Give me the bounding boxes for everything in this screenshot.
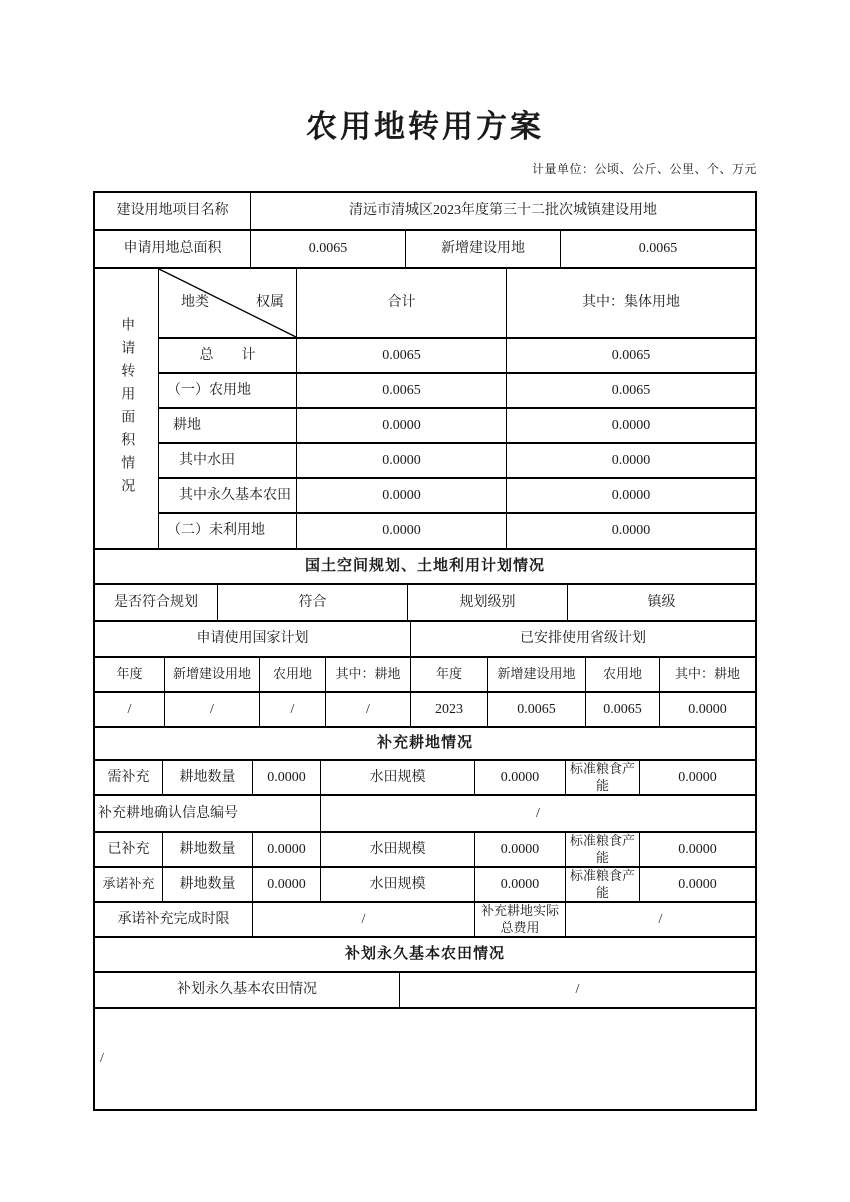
section-title-supplement-row [95, 728, 755, 761]
row-supplement-need [95, 761, 755, 796]
row-total: 0.0000 [296, 514, 506, 548]
qty-label: 耕地数量 [162, 868, 252, 901]
row-label: （一）农用地 [167, 382, 251, 398]
new-construction-label: 新增建设用地 [405, 231, 560, 267]
row-collective: 0.0065 [506, 374, 755, 407]
section-title-supplement: 补充耕地情况 [376, 735, 473, 752]
plan-value: 2023 [410, 693, 487, 726]
capacity-label: 标准粮食产能 [565, 833, 639, 866]
row-total: 0.0000 [296, 409, 506, 442]
plan-value: 0.0000 [659, 693, 755, 726]
table-row [159, 514, 755, 548]
plan-level-value: 镇级 [567, 585, 755, 620]
national-plan-label: 申请使用国家计划 [196, 631, 309, 647]
cost-label: 补充耕地实际总费用 [474, 903, 565, 936]
section-title-farmland: 补划永久基本农田情况 [344, 946, 505, 963]
row-collective: 0.0000 [506, 409, 755, 442]
row-label: 耕地 [173, 417, 201, 433]
page-title: 农用地转用方案 [306, 109, 544, 144]
col-header-total: 合计 [296, 269, 506, 337]
project-name-label: 建设用地项目名称 [116, 203, 229, 219]
plan-level-label: 规划级别 [407, 585, 567, 620]
section-title-farmland-row [95, 938, 755, 973]
table-row [159, 409, 755, 444]
table-row [159, 479, 755, 514]
paddy-value: 0.0000 [474, 761, 565, 794]
new-construction-value: 0.0065 [560, 231, 755, 267]
row-collective: 0.0000 [506, 479, 755, 512]
table-row [159, 444, 755, 479]
total-area-value: 0.0065 [250, 231, 405, 267]
row-plan-col-headers [95, 658, 755, 693]
qty-label: 耕地数量 [162, 761, 252, 794]
section-title-planning-row [95, 550, 755, 585]
row-label: 其中永久基本农田 [179, 487, 291, 503]
capacity-value: 0.0000 [639, 833, 755, 866]
confirm-number-value: / [320, 796, 755, 831]
paddy-label: 水田规模 [320, 868, 474, 901]
capacity-value: 0.0000 [639, 868, 755, 901]
row-label: 总 计 [199, 347, 256, 363]
cost-value: / [565, 903, 755, 936]
farmland-label: 补划永久基本农田情况 [177, 982, 317, 998]
supplement-category: 承诺补充 [102, 876, 155, 892]
row-total-area [95, 231, 755, 269]
row-farmland [95, 973, 755, 1009]
col-header: 年度 [116, 666, 143, 682]
paddy-value: 0.0000 [474, 868, 565, 901]
plan-value: 0.0065 [585, 693, 659, 726]
row-plan-groups [95, 622, 755, 658]
row-supplement-promise [95, 868, 755, 903]
row-label: 其中水田 [179, 452, 235, 468]
row-collective: 0.0000 [506, 444, 755, 477]
plan-value: / [127, 701, 132, 717]
row-total: 0.0065 [296, 339, 506, 372]
col-header: 新增建设用地 [487, 658, 585, 691]
conversion-side-cell [95, 269, 158, 548]
row-confirm-number [95, 796, 755, 833]
conversion-grid [158, 269, 755, 548]
qty-value: 0.0000 [252, 761, 320, 794]
farmland-value: / [399, 973, 755, 1007]
row-supplement-done [95, 833, 755, 868]
deadline-value: / [252, 903, 474, 936]
col-header-collective: 其中：集体用地 [506, 269, 755, 337]
plan-value: 0.0065 [487, 693, 585, 726]
section-conversion [95, 269, 755, 550]
col-header: 农用地 [585, 658, 659, 691]
compliance-label: 是否符合规划 [114, 594, 198, 610]
diagonal-bottom-left-label: 地类 [181, 295, 209, 311]
confirm-number-label: 补充耕地确认信息编号 [98, 805, 238, 821]
paddy-label: 水田规模 [320, 761, 474, 794]
row-plan-values [95, 693, 755, 728]
row-remark [95, 1009, 755, 1109]
remark-value: / [100, 1051, 104, 1067]
deadline-label: 承诺补充完成时限 [117, 911, 230, 927]
row-total: 0.0000 [296, 479, 506, 512]
diagonal-header-cell [159, 269, 296, 337]
table-row [159, 339, 755, 374]
capacity-value: 0.0000 [639, 761, 755, 794]
total-area-label: 申请用地总面积 [123, 241, 222, 257]
plan-value: / [164, 693, 259, 726]
row-collective: 0.0065 [506, 339, 755, 372]
col-header: 其中：耕地 [659, 658, 755, 691]
col-header: 年度 [410, 658, 487, 691]
qty-label: 耕地数量 [162, 833, 252, 866]
paddy-value: 0.0000 [474, 833, 565, 866]
qty-value: 0.0000 [252, 868, 320, 901]
supplement-category: 需补充 [107, 769, 150, 785]
col-header: 其中：耕地 [325, 658, 410, 691]
col-header: 新增建设用地 [164, 658, 259, 691]
row-collective: 0.0000 [506, 514, 755, 548]
col-header: 农用地 [259, 658, 325, 691]
conversion-header-row [159, 269, 755, 339]
provincial-plan-label: 已安排使用省级计划 [410, 622, 755, 656]
plan-value: / [259, 693, 325, 726]
row-total: 0.0000 [296, 444, 506, 477]
project-name-value: 清远市清城区2023年度第三十二批次城镇建设用地 [250, 193, 755, 229]
supplement-category: 已补充 [107, 841, 150, 857]
section-title-planning: 国土空间规划、土地利用计划情况 [304, 558, 545, 575]
row-project-name [95, 193, 755, 231]
paddy-label: 水田规模 [320, 833, 474, 866]
table-row [159, 374, 755, 409]
row-label: （二）未利用地 [167, 523, 265, 539]
capacity-label: 标准粮食产能 [565, 868, 639, 901]
capacity-label: 标准粮食产能 [565, 761, 639, 794]
diagonal-top-right-label: 权属 [256, 295, 284, 311]
row-compliance [95, 585, 755, 622]
qty-value: 0.0000 [252, 833, 320, 866]
row-deadline-cost [95, 903, 755, 938]
plan-value: / [325, 693, 410, 726]
unit-note: 计量单位：公顷、公斤、公里、个、万元 [531, 162, 757, 176]
compliance-value: 符合 [217, 585, 407, 620]
row-total: 0.0065 [296, 374, 506, 407]
form-table [93, 191, 757, 1111]
conversion-side-label: 申请转用面积情况 [119, 316, 135, 501]
